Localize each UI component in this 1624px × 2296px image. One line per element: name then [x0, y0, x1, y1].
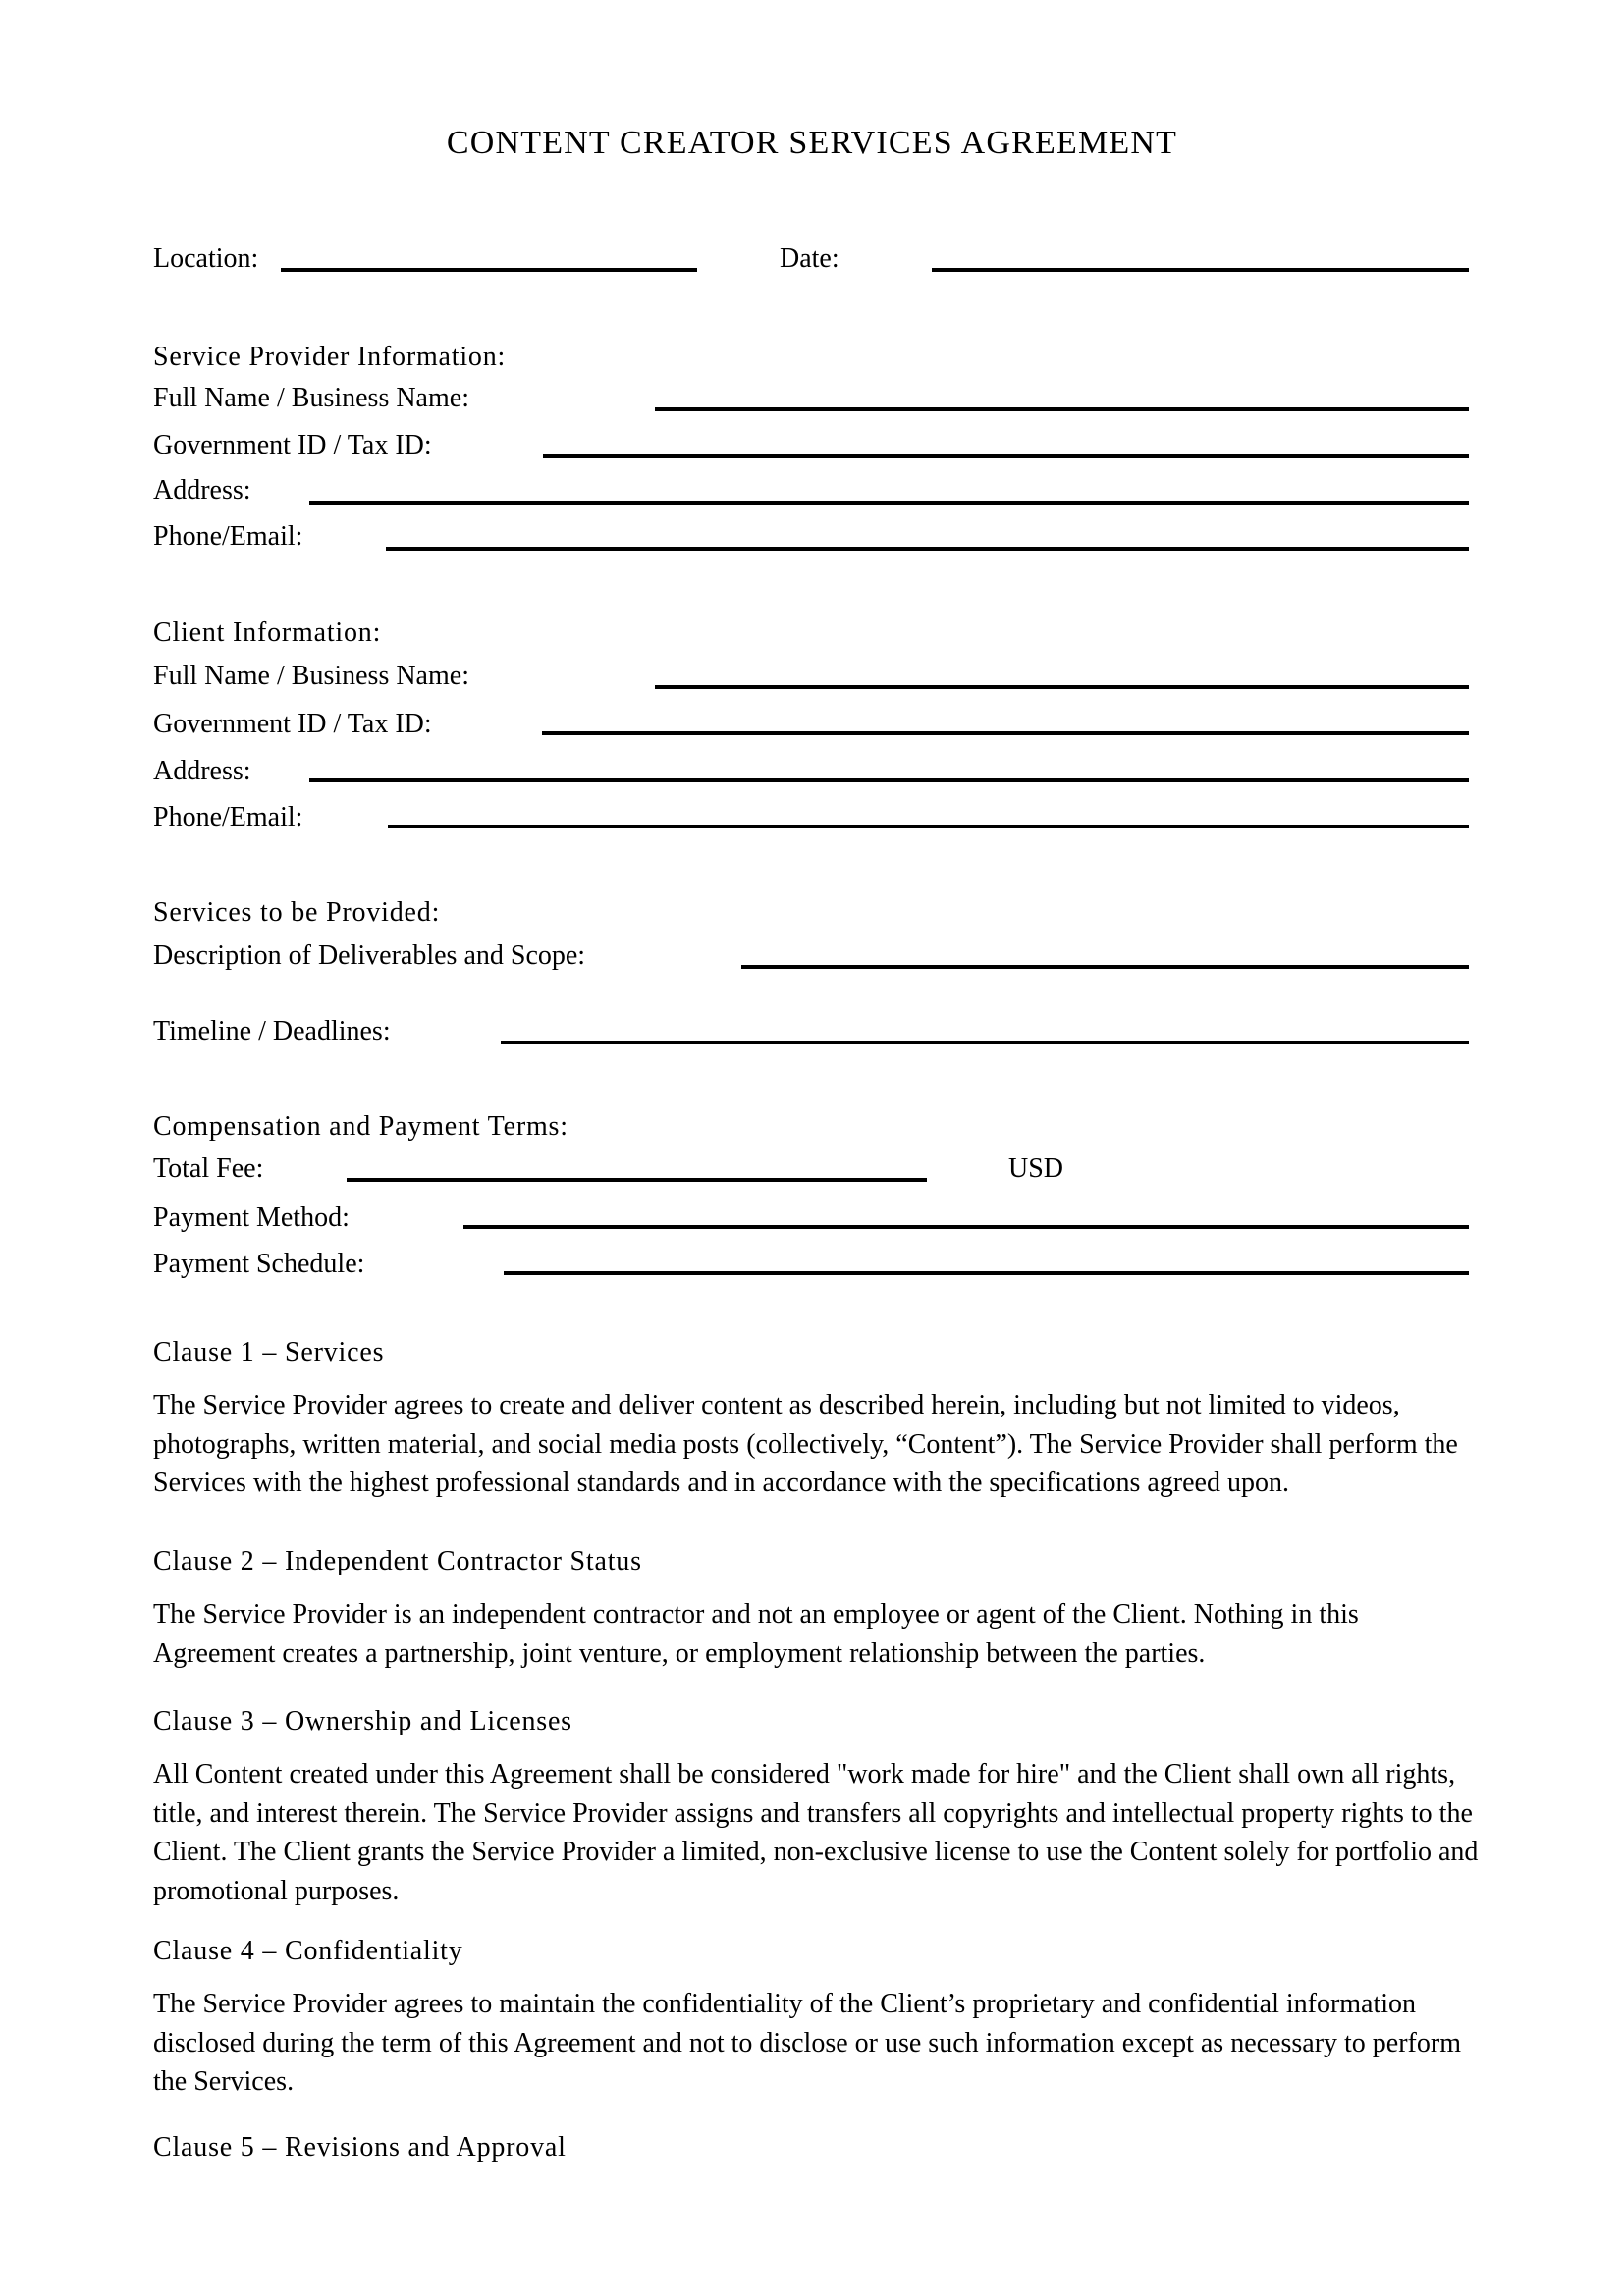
provider-full-name-label: Full Name / Business Name: [153, 383, 469, 413]
clause-1-body: The Service Provider agrees to create and deliver content as described herein, including but not limited to videos, photographs, written material, and social media posts (collectively, “Content”). The Service Provider shall perform the Services with the highest professional standards and in accordance with the specifications agreed upon. [153, 1390, 1458, 1498]
clause-3-body: All Content created under this Agreement shall be considered "work made for hire" and the Client shall own all rights, title, and interest therein. The Service Provider assigns and transfers all copyrights and intellectual property rights to the Client. The Client grants the Service Provider a limited, non-exclusive license to use the Content solely for portfolio and promotional purposes. [153, 1759, 1479, 1906]
total-fee-label: Total Fee: [153, 1153, 264, 1184]
location-field-line[interactable] [281, 268, 697, 272]
clause-3-heading: Clause 3 – Ownership and Licenses [153, 1706, 572, 1736]
services-timeline-label: Timeline / Deadlines: [153, 1016, 391, 1046]
total-fee-field-line[interactable] [347, 1178, 927, 1182]
client-gov-id-label: Government ID / Tax ID: [153, 709, 432, 739]
client-phone-email-label: Phone/Email: [153, 802, 303, 832]
date-field-line[interactable] [932, 268, 1469, 272]
client-phone-email-field-line[interactable] [388, 825, 1469, 828]
clause-1-heading: Clause 1 – Services [153, 1337, 385, 1367]
services-description-field-line[interactable] [741, 965, 1469, 969]
provider-section-heading: Service Provider Information: [153, 342, 507, 372]
clause-5-heading: Clause 5 – Revisions and Approval [153, 2132, 567, 2163]
clause-2-body: The Service Provider is an independent contractor and not an employee or agent of the Client. Nothing in this Agreement creates a partnership, joint venture, or employment relationship between the parties. [153, 1599, 1359, 1669]
provider-gov-id-label: Government ID / Tax ID: [153, 430, 432, 460]
payment-method-field-line[interactable] [463, 1225, 1469, 1229]
payment-schedule-label: Payment Schedule: [153, 1249, 365, 1279]
services-timeline-field-line[interactable] [501, 1041, 1469, 1044]
provider-phone-email-field-line[interactable] [386, 547, 1469, 551]
clause-4-heading: Clause 4 – Confidentiality [153, 1936, 463, 1966]
location-label: Location: [153, 243, 259, 274]
client-full-name-label: Full Name / Business Name: [153, 661, 469, 691]
currency-label: USD [1008, 1153, 1064, 1184]
client-address-label: Address: [153, 756, 251, 786]
clause-2-heading: Clause 2 – Independent Contractor Status [153, 1546, 642, 1576]
provider-address-label: Address: [153, 475, 251, 506]
payment-method-label: Payment Method: [153, 1202, 350, 1233]
client-address-field-line[interactable] [309, 778, 1469, 782]
services-section-heading: Services to be Provided: [153, 897, 441, 928]
provider-phone-email-label: Phone/Email: [153, 521, 303, 552]
provider-gov-id-field-line[interactable] [543, 454, 1469, 458]
payment-schedule-field-line[interactable] [504, 1271, 1469, 1275]
provider-address-field-line[interactable] [309, 501, 1469, 505]
date-label: Date: [780, 243, 839, 274]
page-title: CONTENT CREATOR SERVICES AGREEMENT [446, 125, 1178, 161]
clause-4-body: The Service Provider agrees to maintain the confidentiality of the Client’s proprietary and confidential information disclosed during the term of this Agreement and not to disclose or use such information except as necessary to perform the Services. [153, 1989, 1461, 2097]
compensation-section-heading: Compensation and Payment Terms: [153, 1111, 568, 1142]
client-gov-id-field-line[interactable] [542, 731, 1469, 735]
client-section-heading: Client Information: [153, 617, 382, 648]
client-full-name-field-line[interactable] [655, 685, 1469, 689]
services-description-label: Description of Deliverables and Scope: [153, 940, 586, 971]
provider-full-name-field-line[interactable] [655, 407, 1469, 411]
